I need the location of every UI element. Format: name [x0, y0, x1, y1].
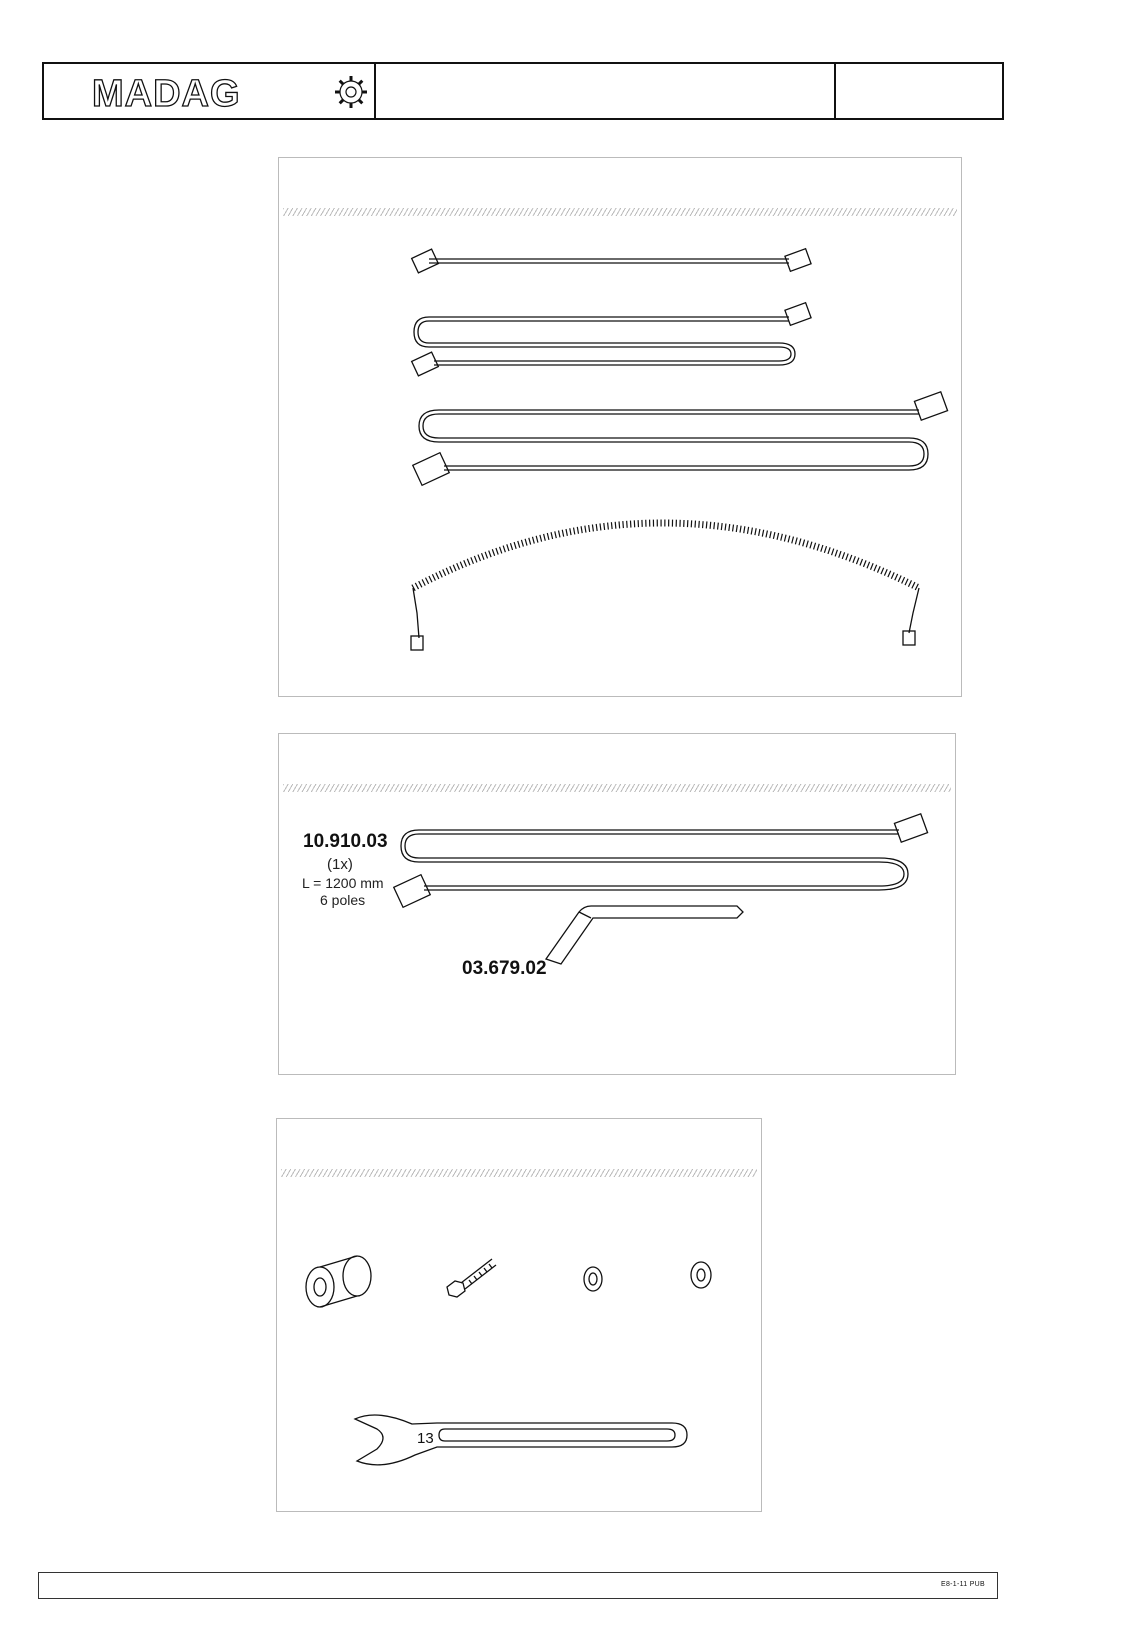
looped-cable-short	[412, 303, 811, 376]
hardware-panel	[276, 1118, 762, 1512]
looped-cable-long	[413, 392, 948, 485]
wrench	[355, 1415, 687, 1465]
hex-key-part-number: 03.679.02	[462, 958, 547, 979]
cable-and-key-drawing	[279, 734, 957, 1076]
cable-and-key-panel	[278, 733, 956, 1075]
header-page-cell	[834, 64, 1002, 118]
cable-assortment-panel	[278, 157, 962, 697]
spacer-sleeve	[306, 1256, 371, 1307]
hardware-drawing	[277, 1119, 763, 1513]
lock-washer	[584, 1267, 602, 1291]
brand-logo	[92, 74, 302, 112]
header-bar	[42, 62, 1004, 120]
header-title-cell	[374, 64, 836, 118]
cable-quantity: (1x)	[327, 856, 353, 873]
hex-bolt	[447, 1259, 496, 1297]
hex-key	[546, 906, 743, 964]
looped-cable-1200mm	[394, 814, 928, 907]
coiled-cable	[411, 523, 919, 650]
wrench-size: 13	[417, 1430, 434, 1447]
flat-washer	[691, 1262, 711, 1288]
cable-assortment-drawing	[279, 158, 963, 698]
header-logo-cell	[44, 64, 376, 118]
cable-length: L = 1200 mm	[302, 875, 384, 891]
brand-name: MADAG	[92, 74, 241, 112]
straight-cable	[412, 249, 811, 273]
footer-bar	[38, 1572, 998, 1599]
cable-part-number: 10.910.03	[303, 831, 388, 852]
gear-icon	[332, 73, 370, 111]
document-code: E8-1-11 PUB	[940, 1581, 985, 1588]
cable-poles: 6 poles	[320, 892, 366, 908]
